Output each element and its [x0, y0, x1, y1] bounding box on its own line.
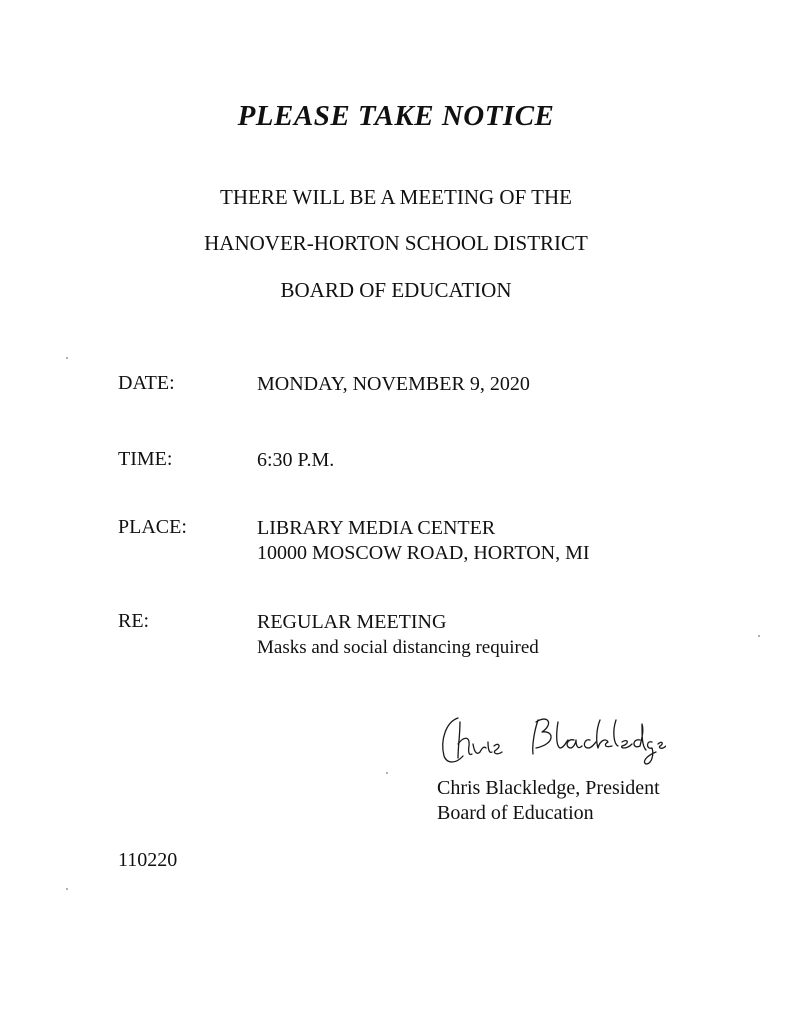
place-line-1: LIBRARY MEDIA CENTER: [257, 517, 496, 539]
signatory-name-title: Chris Blackledge, President: [437, 777, 660, 799]
scan-speck: [66, 888, 68, 890]
document-code: 110220: [118, 849, 178, 871]
signatory-block: [437, 776, 660, 826]
date-value: MONDAY, NOVEMBER 9, 2020: [257, 373, 530, 395]
scan-speck: [66, 357, 68, 359]
notice-title: PLEASE TAKE NOTICE: [237, 100, 555, 132]
time-label: TIME:: [118, 448, 173, 470]
re-line-1: REGULAR MEETING: [257, 611, 447, 633]
meeting-announcement-line: THERE WILL BE A MEETING OF THE: [220, 185, 572, 209]
date-label: DATE:: [118, 372, 175, 394]
scan-speck: [386, 772, 388, 774]
board-name-line: BOARD OF EDUCATION: [280, 278, 512, 302]
time-value: 6:30 P.M.: [257, 449, 335, 471]
place-label: PLACE:: [118, 516, 187, 538]
place-line-2: 10000 MOSCOW ROAD, HORTON, MI: [257, 542, 590, 564]
signatory-organization: Board of Education: [437, 802, 594, 824]
re-label: RE:: [118, 610, 150, 632]
re-line-2: Masks and social distancing required: [257, 637, 539, 658]
scan-speck: [758, 635, 760, 637]
district-name-line: HANOVER-HORTON SCHOOL DISTRICT: [204, 231, 588, 255]
handwritten-signature: [436, 712, 666, 768]
